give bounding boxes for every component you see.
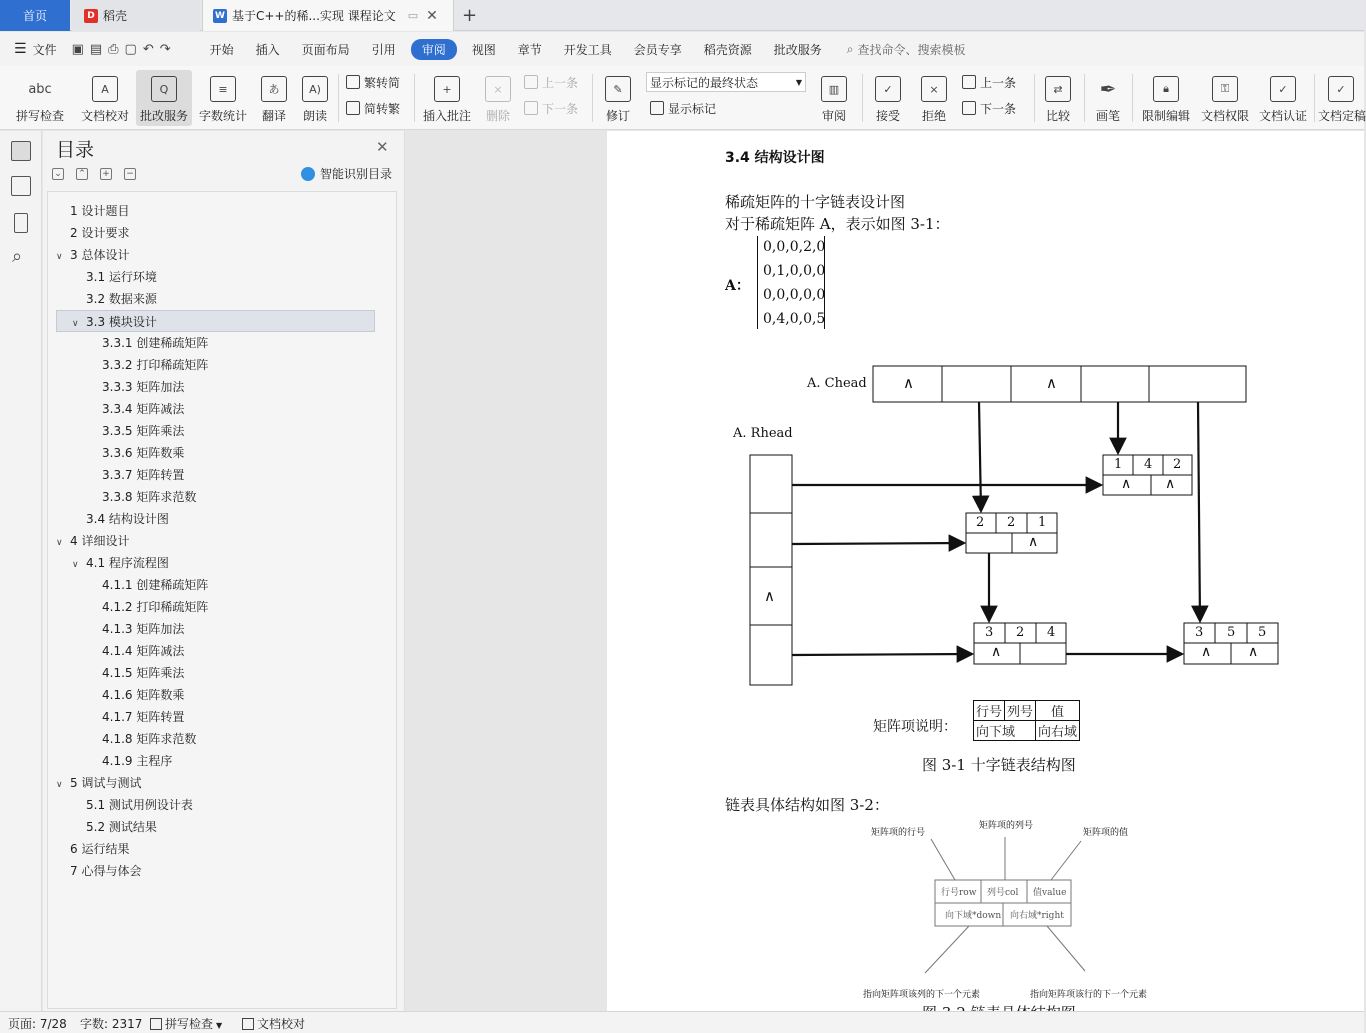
toc-item[interactable]: [57, 816, 375, 838]
trad-simp-icon: [346, 75, 360, 89]
menu-member[interactable]: 会员专享: [633, 42, 682, 57]
toc-item-label: 3.4 结构设计图: [86, 512, 169, 526]
toc-item-label: 3.3.3 矩阵加法: [102, 380, 185, 394]
toc-item[interactable]: [57, 706, 375, 728]
toc-item[interactable]: [56, 310, 375, 332]
toc-item-label: 6 运行结果: [70, 842, 130, 856]
menu-bar: [0, 32, 1364, 66]
toc-item-label: 3.3.2 打印稀疏矩阵: [102, 358, 209, 372]
review-pane-button[interactable]: ▥ 审阅: [814, 70, 854, 126]
status-bar: [0, 1011, 1364, 1033]
toc-item[interactable]: [57, 684, 375, 706]
ribbon-divider: [338, 74, 339, 122]
next-change-button[interactable]: 下一条: [962, 98, 1016, 118]
diagram2-cell-down: 向下域*down: [945, 911, 1002, 921]
collapse-all-icon[interactable]: ⌄: [52, 168, 64, 180]
toc-item-label: 3.3.8 矩阵求范数: [102, 490, 197, 504]
read-aloud-icon: A): [302, 76, 328, 102]
left-rail: [0, 131, 42, 1011]
chead-label: A. Chead: [807, 376, 867, 391]
diagram2-row-label: 矩阵项的行号: [871, 828, 926, 838]
node1-row: 1: [1114, 457, 1123, 472]
delete-comment-icon: ×: [485, 76, 511, 102]
doc-permission-button[interactable]: ⚿ 文档权限: [1198, 70, 1252, 126]
navigation-icon[interactable]: [11, 176, 31, 196]
page-indicator[interactable]: 页面: 7/28: [8, 1017, 67, 1031]
toc-item[interactable]: [57, 200, 375, 222]
menu-reference[interactable]: 引用: [371, 42, 396, 57]
null-marker: ∧: [991, 644, 1002, 660]
legend-col: 列号: [1005, 701, 1036, 721]
next-change-icon: [962, 101, 976, 115]
bookmark-icon[interactable]: [14, 213, 28, 233]
next-comment-button[interactable]: 下一条: [524, 98, 578, 118]
node4-row: 3: [1195, 625, 1204, 640]
toc-item-label: 4.1 程序流程图: [86, 556, 169, 570]
prev-comment-button[interactable]: 上一条: [524, 72, 578, 92]
menu-layout[interactable]: 页面布局: [301, 42, 350, 57]
toc-item-label: 4.1.5 矩阵乘法: [102, 666, 185, 680]
menu-file[interactable]: 文件: [32, 42, 57, 57]
toc-item[interactable]: [57, 420, 375, 442]
markup-state-select[interactable]: 显示标记的最终状态 ▼: [646, 72, 806, 92]
accept-button[interactable]: ✓ 接受: [868, 70, 908, 126]
figure-caption-1: 图 3-1 十字链表结构图: [922, 756, 1076, 774]
toc-item[interactable]: [57, 398, 375, 420]
close-tab-icon[interactable]: ✕: [426, 7, 438, 24]
toc-item-label: 3.3.1 创建稀疏矩阵: [102, 336, 209, 350]
show-markup-icon: [650, 101, 664, 115]
proofread-button[interactable]: A 文档校对: [78, 70, 132, 126]
paragraph-3: 链表具体结构如图 3-2：: [725, 796, 889, 814]
toc-panel-icon[interactable]: [11, 141, 31, 161]
proof-icon: A: [92, 76, 118, 102]
menu-start[interactable]: 开始: [209, 42, 234, 57]
toc-item-label: 2 设计要求: [70, 226, 130, 240]
toc-item-label: 3.3.5 矩阵乘法: [102, 424, 185, 438]
matrix-row-1: 0,0,0,2,0: [763, 239, 826, 255]
null-marker: ∧: [1028, 534, 1039, 550]
diagram2-cell-col: 列号col: [987, 888, 1019, 898]
matrix-row-4: 0,4,0,0,5: [763, 311, 826, 327]
toc-item-label: 3.1 运行环境: [86, 270, 157, 284]
toc-panel: [43, 131, 405, 1011]
checkbox-icon: [150, 1018, 162, 1030]
ribbon-review: [0, 66, 1364, 130]
revise-button[interactable]: ✎ 修订: [598, 70, 638, 126]
toc-item[interactable]: [57, 772, 375, 794]
review-pane-icon: ▥: [821, 76, 847, 102]
chevron-down-icon: ▼: [216, 1021, 223, 1030]
toc-list: [47, 191, 397, 1009]
insert-comment-button[interactable]: + 插入批注: [420, 70, 474, 126]
tab-daoke-label: 稻壳: [103, 9, 128, 23]
review-service-icon: Q: [151, 76, 177, 102]
review-service-button[interactable]: Q 批改服务: [136, 70, 192, 126]
remove-level-icon[interactable]: −: [124, 168, 136, 180]
diagram2-col-label: 矩阵项的列号: [979, 821, 1034, 831]
menu-daoke-resources[interactable]: 稻壳资源: [703, 42, 752, 57]
search-icon: ⌕: [846, 41, 854, 56]
toc-item[interactable]: [57, 332, 375, 354]
doc-certify-button[interactable]: ✓ 文档认证: [1256, 70, 1310, 126]
chevron-down-icon[interactable]: ∨: [56, 538, 63, 548]
word-count[interactable]: 字数: 2317: [80, 1017, 143, 1031]
certify-icon: ✓: [1270, 76, 1296, 102]
simp-to-trad-button[interactable]: 简转繁: [346, 98, 400, 118]
toc-item-label: 3.3.4 矩阵减法: [102, 402, 185, 416]
toc-item-label: 4.1.3 矩阵加法: [102, 622, 185, 636]
tab-daoke[interactable]: [72, 0, 200, 31]
restrict-edit-button[interactable]: 🔒︎ 限制编辑: [1138, 70, 1194, 126]
diagram2-val-label: 矩阵项的值: [1083, 828, 1129, 838]
toc-item[interactable]: [57, 794, 375, 816]
read-aloud-button[interactable]: A) 朗读: [298, 70, 332, 126]
chevron-down-icon[interactable]: ∨: [56, 780, 63, 790]
toc-item-label: 5.1 测试用例设计表: [86, 798, 193, 812]
toc-item[interactable]: [57, 464, 375, 486]
chevron-down-icon[interactable]: ∨: [72, 560, 79, 570]
smart-toc-icon: [301, 167, 315, 181]
legend-label: 矩阵项说明：: [873, 719, 957, 735]
toc-item[interactable]: [57, 486, 375, 508]
document-page[interactable]: [607, 131, 1364, 1011]
chevron-down-icon[interactable]: ∨: [56, 252, 63, 262]
close-icon[interactable]: ✕: [376, 138, 389, 156]
diagram2-cell-val: 值value: [1033, 888, 1067, 898]
toc-title: 目录: [56, 139, 95, 161]
toc-item[interactable]: [57, 838, 375, 860]
rhead-label: A. Rhead: [733, 426, 793, 441]
translate-button[interactable]: あ 翻译: [254, 70, 294, 126]
search-icon[interactable]: ⌕: [12, 246, 23, 267]
toc-item-label: 4.1.4 矩阵减法: [102, 644, 185, 658]
chevron-down-icon: ▼: [795, 77, 802, 87]
toc-item[interactable]: [57, 552, 375, 574]
translate-icon: あ: [261, 76, 287, 102]
daoke-icon: D: [84, 9, 98, 23]
lock-icon: 🔒︎: [1153, 76, 1179, 102]
toc-item[interactable]: [57, 640, 375, 662]
toc-item-label: 5.2 测试结果: [86, 820, 157, 834]
null-marker: ∧: [764, 587, 775, 605]
toc-item[interactable]: [57, 288, 375, 310]
toc-item[interactable]: [57, 376, 375, 398]
legend-row: 行号: [974, 701, 1005, 721]
null-marker: ∧: [1248, 644, 1259, 660]
float-icon[interactable]: ▭: [407, 9, 419, 22]
tab-home-label: 首页: [22, 9, 47, 23]
word-count-icon: ≡: [210, 76, 236, 102]
ribbon-divider: [1034, 74, 1035, 122]
toc-item-label: 3.3 模块设计: [86, 315, 157, 329]
toc-item[interactable]: [57, 442, 375, 464]
orthogonal-list-diagram: [607, 131, 1364, 1011]
toc-item[interactable]: [57, 728, 375, 750]
prev-icon: [524, 75, 538, 89]
revise-icon: ✎: [605, 76, 631, 102]
doc-finalize-button[interactable]: ✓ 文档定稿: [1318, 70, 1364, 126]
reject-icon: ×: [921, 76, 947, 102]
smart-toc-button[interactable]: 智能识别目录: [301, 165, 392, 182]
proofread-icon: [242, 1018, 254, 1030]
toc-item-label: 1 设计题目: [70, 204, 130, 218]
abc-icon: abc: [28, 81, 52, 97]
node2-val: 1: [1038, 515, 1047, 530]
ribbon-divider: [414, 74, 415, 122]
quick-access-icons[interactable]: ▣▤⎙▢↶↷: [71, 41, 177, 57]
tab-home[interactable]: [0, 0, 70, 31]
legend-table: [973, 700, 1080, 741]
spell-check-button[interactable]: abc 拼写检查: [10, 70, 70, 126]
node4-col: 5: [1227, 625, 1236, 640]
menu-devtools[interactable]: 开发工具: [563, 42, 612, 57]
toc-item[interactable]: [57, 618, 375, 640]
legend-val: 值: [1036, 701, 1080, 721]
word-count-button[interactable]: ≡ 字数统计: [196, 70, 250, 126]
null-marker: ∧: [1165, 476, 1176, 492]
paragraph-2: 对于稀疏矩阵 A，表示如图 3-1：: [725, 215, 950, 233]
node1-col: 4: [1144, 457, 1153, 472]
add-level-icon[interactable]: +: [100, 168, 112, 180]
status-proofread[interactable]: 文档校对: [242, 1015, 305, 1032]
prev-change-button[interactable]: 上一条: [962, 72, 1016, 92]
toc-item-label: 4.1.1 创建稀疏矩阵: [102, 578, 209, 592]
section-heading: 3.4 结构设计图: [725, 150, 825, 166]
legend-right: 向右域: [1036, 721, 1080, 741]
node3-row: 3: [985, 625, 994, 640]
writer-icon: W: [213, 9, 227, 23]
null-marker: ∧: [1121, 476, 1132, 492]
pen-icon: ✒: [1099, 77, 1117, 101]
toc-item[interactable]: [57, 266, 375, 288]
tab-document[interactable]: [202, 0, 454, 31]
toc-item[interactable]: [57, 596, 375, 618]
status-spell-check[interactable]: 拼写检查 ▼: [150, 1015, 222, 1032]
chevron-down-icon[interactable]: ∨: [72, 319, 79, 329]
new-tab-plus-icon[interactable]: +: [462, 5, 478, 26]
toc-item-label: 7 心得与体会: [70, 864, 142, 878]
next-icon: [524, 101, 538, 115]
menu-view[interactable]: 视图: [471, 42, 496, 57]
node2-col: 2: [1007, 515, 1016, 530]
toc-item[interactable]: [57, 530, 375, 552]
menu-review-service[interactable]: 批改服务: [773, 42, 822, 57]
null-marker: ∧: [903, 374, 914, 392]
ribbon-divider: [1314, 74, 1315, 122]
tab-document-label: 基于C++的稀...实现 课程论文: [232, 9, 396, 23]
toc-item-label: 4.1.2 打印稀疏矩阵: [102, 600, 209, 614]
toc-item[interactable]: [57, 244, 375, 266]
menu-review[interactable]: 审阅: [411, 39, 457, 60]
delete-comment-button[interactable]: × 删除: [478, 70, 518, 126]
paragraph-1: 稀疏矩阵的十字链表设计图: [725, 193, 906, 211]
toc-item[interactable]: [57, 574, 375, 596]
node4-val: 5: [1258, 625, 1267, 640]
trad-to-simp-button[interactable]: 繁转简: [346, 72, 400, 92]
toc-item-label: 4 详细设计: [70, 534, 130, 548]
ribbon-divider: [592, 74, 593, 122]
matrix-label: A：: [725, 278, 750, 294]
compare-button[interactable]: ⇄ 比较: [1038, 70, 1078, 126]
toc-item-label: 3.2 数据来源: [86, 292, 157, 306]
legend-down: 向下域: [974, 721, 1036, 741]
diagram2-cell-row: 行号row: [941, 888, 977, 898]
toc-item[interactable]: [57, 662, 375, 684]
node2-row: 2: [976, 515, 985, 530]
menu-insert[interactable]: 插入: [255, 42, 280, 57]
null-marker: ∧: [1046, 374, 1057, 392]
toc-item[interactable]: [57, 508, 375, 530]
node3-val: 4: [1047, 625, 1056, 640]
matrix-row-2: 0,1,0,0,0: [763, 263, 826, 279]
reject-button[interactable]: × 拒绝: [914, 70, 954, 126]
toc-item-label: 4.1.7 矩阵转置: [102, 710, 185, 724]
node3-col: 2: [1016, 625, 1025, 640]
toc-item-label: 3.3.7 矩阵转置: [102, 468, 185, 482]
finalize-icon: ✓: [1328, 76, 1354, 102]
toc-item[interactable]: [57, 354, 375, 376]
ribbon-divider: [1132, 74, 1133, 122]
toc-item-label: 4.1.9 主程序: [102, 754, 173, 768]
toc-item[interactable]: [57, 860, 375, 882]
command-search[interactable]: 查找命令、搜索模板: [857, 42, 966, 57]
matrix-row-3: 0,0,0,0,0: [763, 287, 826, 303]
toc-item-label: 5 调试与测试: [70, 776, 142, 790]
hamburger-icon[interactable]: ☰: [14, 41, 27, 57]
comment-icon: +: [434, 76, 460, 102]
node1-val: 2: [1173, 457, 1182, 472]
tab-bar: [0, 0, 1364, 31]
accept-icon: ✓: [875, 76, 901, 102]
document-canvas: [406, 131, 1364, 1011]
pen-button[interactable]: ✒ 画笔: [1095, 77, 1120, 123]
toc-item-label: 4.1.6 矩阵数乘: [102, 688, 185, 702]
toc-item-label: 3.3.6 矩阵数乘: [102, 446, 185, 460]
show-markup-button[interactable]: 显示标记: [650, 98, 716, 118]
toc-item[interactable]: [57, 222, 375, 244]
menu-chapter[interactable]: 章节: [517, 42, 542, 57]
ribbon-divider: [862, 74, 863, 122]
toc-item-label: 4.1.8 矩阵求范数: [102, 732, 197, 746]
permission-icon: ⚿: [1212, 76, 1238, 102]
ribbon-divider: [1084, 74, 1085, 122]
diagram2-down-label: 指向矩阵项该列的下一个元素: [863, 990, 981, 1000]
simp-trad-icon: [346, 101, 360, 115]
null-marker: ∧: [1201, 644, 1212, 660]
toc-item-label: 3 总体设计: [70, 248, 130, 262]
diagram2-cell-right: 向右域*right: [1010, 911, 1064, 921]
compare-icon: ⇄: [1045, 76, 1071, 102]
diagram2-right-label: 指向矩阵项该行的下一个元素: [1030, 990, 1148, 1000]
toc-item[interactable]: [57, 750, 375, 772]
expand-all-icon[interactable]: ⌃: [76, 168, 88, 180]
prev-change-icon: [962, 75, 976, 89]
